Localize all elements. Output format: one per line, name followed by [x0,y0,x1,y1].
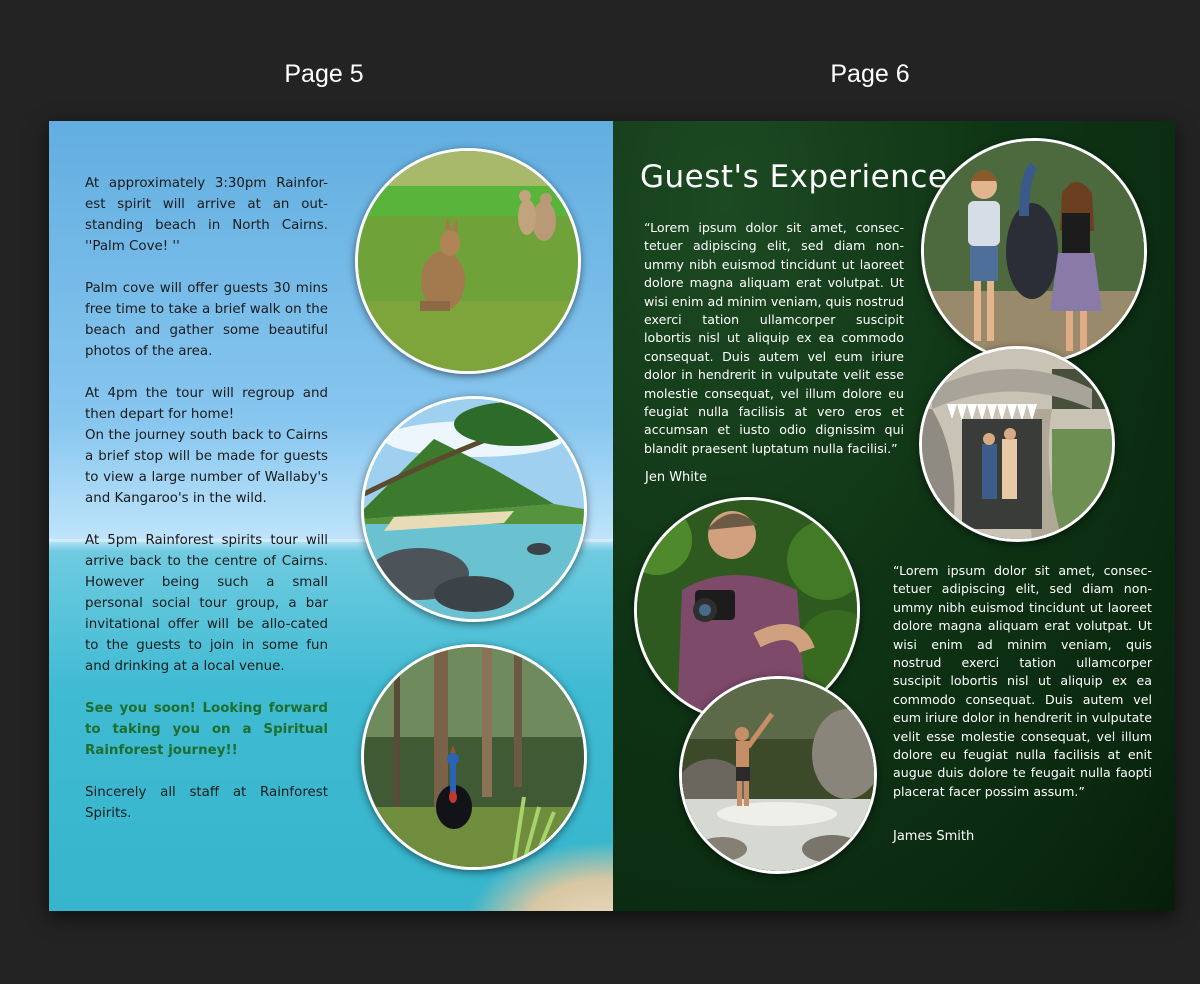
testimonial-quote-2: “Lorem ipsum dolor sit amet, consec-tetuer adipiscing elit, sed diam non-ummy nibh euismod tincidunt ut laoreet dolore magna aliquam erat volutpat. Ut wisi enim ad minim veniam, quis nostrud exerci tation ullamcorper suscipit lobortis nisl ut aliquip ex ea commodo consequat. Duis autem vel eum iriure dolor in hendrerit in vulputate velit esse molestie consequat, vel illum dolore eu feugiat nulla facilisis at enit augue duis dolore te feugait nulla faopti placerat facer possim assum.” [893,563,1152,799]
kangaroos-photo [355,148,581,374]
cassowary-photo [361,644,587,870]
page-label-right: Page 6 [830,60,910,88]
paragraph-arrival: At approximately 3:30pm Rainfor-est spirit will arrive at an out-standing beach in North Cairns. ''Palm Cove! '' [85,176,328,254]
page-6[interactable] [613,121,1175,911]
brochure-spread [49,121,1175,911]
page-title: Guest's Experience [640,159,948,195]
testimonial-author-1: Jen White [645,470,708,485]
beach-coast-photo [361,396,587,622]
river-rocks-photo [679,676,877,874]
paragraph-journey-south: On the journey south back to Cairns a brief stop will be made for guests to view a large number of Wallaby's and Kangaroo's in the wild. [85,428,328,506]
paragraph-palm-cove: Palm cove will offer guests 30 mins free time to take a brief walk on the beach and gather some beautiful photos of the area. [85,281,328,359]
paragraph-see-you-soon: See you soon! Looking forward to taking you on a Spiritual Rainforest journey!! [85,701,328,758]
paragraph-return: At 5pm Rainforest spirits tour will arrive back to the centre of Cairns. However being such a small personal social tour group, a bar invitational offer will be allo-cated to the guests to join in some fun and drinking at a local venue. [85,533,328,674]
paragraph-sign-off: Sincerely all staff at Rainforest Spirits. [85,785,328,821]
testimonial-quote-1: “Lorem ipsum dolor sit amet, consec-tetuer adipiscing elit, sed diam non-ummy nibh euismod tincidunt ut laoreet dolore magna aliquam erat volutpat. Ut wisi enim ad minim veniam, quis nostrud exerci tation ullamcorper suscipit lobortis nisl ut aliquip ex ea commodo consequat. Duis autem vel eum iriure dolor in hendrerit in vulputate velit esse molestie consequat, vel illum dolore eu feugiat nulla facilisis at vero eros et accumsan et iusto odio dignissim qui blandit praesent luptatum nulla facilisi.” [644,220,904,456]
guests-with-statue-photo [921,138,1147,364]
testimonial-author-2: James Smith [893,829,975,844]
page-5-text [85,173,328,845]
paragraph-regroup: At 4pm the tour will regroup and then depart for home! [85,386,328,422]
crocodile-mouth-photo [919,346,1115,542]
page-5[interactable] [49,121,613,911]
page-label-left: Page 5 [284,60,364,88]
